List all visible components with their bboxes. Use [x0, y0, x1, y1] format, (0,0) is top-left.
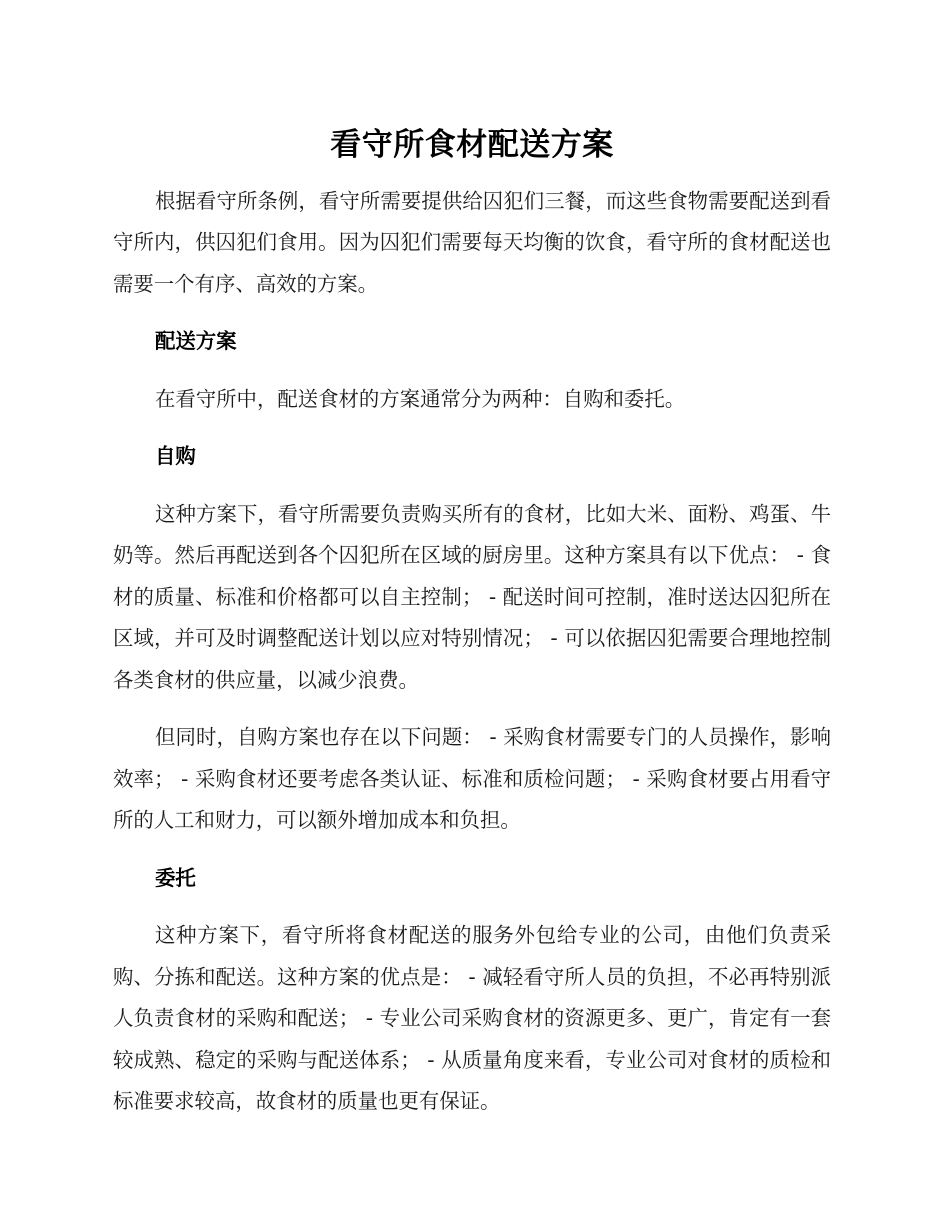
section-heading-self-purchase: 自购: [155, 444, 196, 469]
self-purchase-paragraph-advantages: 这种方案下，看守所需要负责购买所有的食材，比如大米、面粉、鸡蛋、牛奶等。然后再配送到各个囚犯所在区域的厨房里。这种方案具有以下优点： - 食材的质量、标准和价格都可以自主控制； - 配送时间可控制，准时送达囚犯所在区域，并可及时调整配送计划以应对特别情况； - 可以依据囚犯需要合理地控制各类食材的供应量，以减少浪费。: [113, 501, 831, 692]
section-heading-delivery: 配送方案: [155, 329, 237, 354]
entrust-paragraph: 这种方案下，看守所将食材配送的服务外包给专业的公司，由他们负责采购、分拣和配送。这种方案的优点是： - 减轻看守所人员的负担，不必再特别派人负责食材的采购和配送； - 专业公司采购食材的资源更多、更广，肯定有一套较成熟、稳定的采购与配送体系； - 从质量角度来看，专业公司对食材的质检和标准要求较高，故食材的质量也更有保证。: [113, 923, 831, 1114]
delivery-paragraph: 在看守所中，配送食材的方案通常分为两种：自购和委托。: [155, 386, 686, 411]
intro-paragraph: 根据看守所条例，看守所需要提供给囚犯们三餐，而这些食物需要配送到看守所内，供囚犯们食用。因为囚犯们需要每天均衡的饮食，看守所的食材配送也需要一个有序、高效的方案。: [113, 188, 831, 296]
section-heading-entrust: 委托: [155, 865, 196, 890]
document-body: [113, 128, 831, 1139]
self-purchase-paragraph-problems: 但同时，自购方案也存在以下问题： - 采购食材需要专门的人员操作，影响效率； - 采购食材还要考虑各类认证、标准和质检问题； - 采购食材要占用看守所的人工和财力，可以额外增加成本和负担。: [113, 725, 831, 833]
document-title: 看守所食材配送方案: [330, 127, 614, 163]
